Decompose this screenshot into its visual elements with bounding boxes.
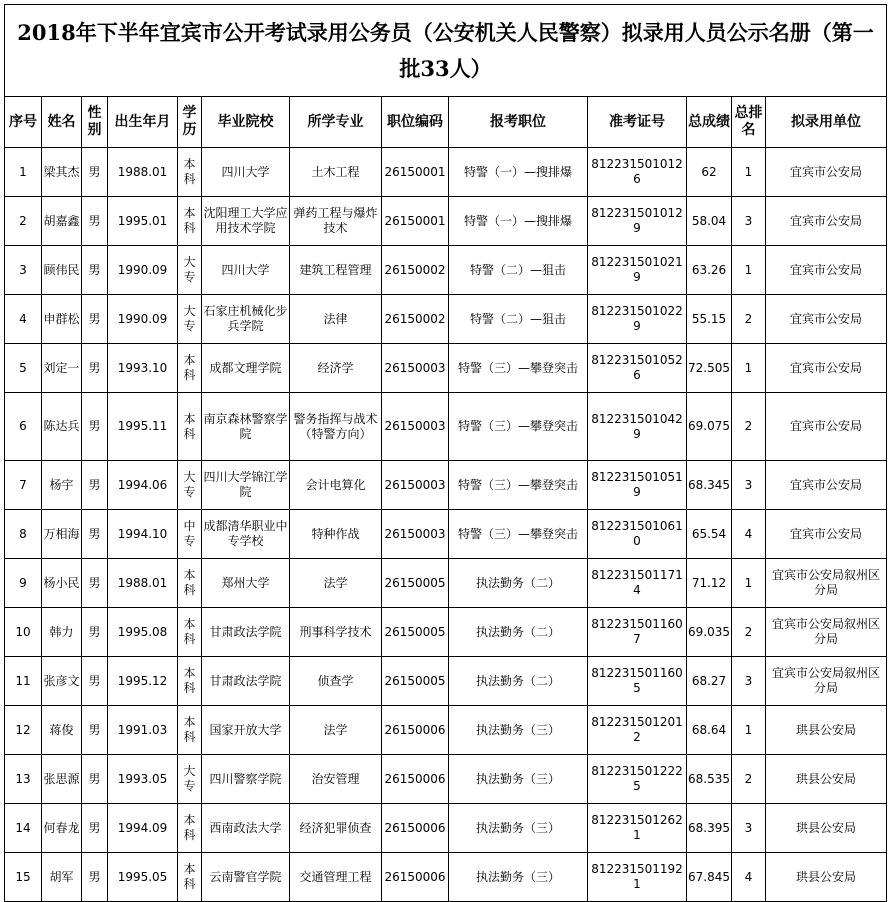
cell-position-code: 26150006 [382,853,449,902]
cell-major: 交通管理工程 [290,853,382,902]
header-cell: 职位编码 [382,97,449,148]
cell-position-code: 26150003 [382,510,449,559]
header-cell: 所学专业 [290,97,382,148]
cell-exam-id: 8122315012012 [588,706,687,755]
cell-major: 法律 [290,295,382,344]
cell-exam-id: 8122315012621 [588,804,687,853]
cell-seq: 14 [5,804,42,853]
table-row [5,755,887,804]
cell-birth: 1988.01 [108,559,178,608]
cell-school: 四川警察学院 [202,755,290,804]
cell-unit: 宜宾市公安局 [766,344,887,393]
cell-gender: 男 [82,344,108,393]
cell-unit: 宜宾市公安局叙州区分局 [766,608,887,657]
cell-education: 本科 [178,344,202,393]
header-cell: 毕业院校 [202,97,290,148]
cell-name: 杨宇 [42,461,82,510]
cell-major: 侦查学 [290,657,382,706]
cell-position: 执法勤务（二） [449,657,588,706]
cell-rank: 3 [732,657,766,706]
cell-birth: 1994.06 [108,461,178,510]
cell-position: 特警（二）—狙击 [449,295,588,344]
header-cell: 姓名 [42,97,82,148]
header-cell: 性别 [82,97,108,148]
table-row [5,295,887,344]
cell-rank: 2 [732,755,766,804]
cell-gender: 男 [82,393,108,461]
cell-rank: 1 [732,246,766,295]
cell-education: 大专 [178,246,202,295]
cell-rank: 4 [732,510,766,559]
header-cell: 总成绩 [687,97,732,148]
cell-gender: 男 [82,755,108,804]
cell-position-code: 26150002 [382,295,449,344]
cell-major: 法学 [290,559,382,608]
table-row [5,344,887,393]
table-row [5,608,887,657]
cell-education: 本科 [178,559,202,608]
cell-exam-id: 8122315010429 [588,393,687,461]
cell-seq: 10 [5,608,42,657]
cell-score: 67.845 [687,853,732,902]
cell-position-code: 26150003 [382,393,449,461]
header-cell: 学历 [178,97,202,148]
cell-exam-id: 8122315011714 [588,559,687,608]
cell-unit: 珙县公安局 [766,706,887,755]
cell-rank: 1 [732,344,766,393]
cell-position: 执法勤务（三） [449,706,588,755]
cell-position-code: 26150005 [382,657,449,706]
cell-major: 特种作战 [290,510,382,559]
cell-major: 弹药工程与爆炸技术 [290,197,382,246]
cell-education: 本科 [178,804,202,853]
cell-gender: 男 [82,295,108,344]
cell-score: 58.04 [687,197,732,246]
roster-table [4,4,887,902]
cell-exam-id: 8122315010126 [588,148,687,197]
cell-rank: 2 [732,295,766,344]
cell-school: 国家开放大学 [202,706,290,755]
cell-seq: 13 [5,755,42,804]
cell-birth: 1990.09 [108,246,178,295]
cell-position: 执法勤务（二） [449,608,588,657]
cell-exam-id: 8122315010219 [588,246,687,295]
cell-rank: 2 [732,393,766,461]
cell-education: 大专 [178,461,202,510]
cell-gender: 男 [82,559,108,608]
cell-school: 甘肃政法学院 [202,608,290,657]
cell-score: 55.15 [687,295,732,344]
cell-unit: 宜宾市公安局 [766,246,887,295]
cell-exam-id: 8122315011605 [588,657,687,706]
cell-gender: 男 [82,657,108,706]
cell-rank: 1 [732,559,766,608]
cell-major: 治安管理 [290,755,382,804]
cell-gender: 男 [82,608,108,657]
cell-birth: 1993.05 [108,755,178,804]
cell-birth: 1991.03 [108,706,178,755]
cell-score: 68.27 [687,657,732,706]
cell-score: 63.26 [687,246,732,295]
cell-name: 梁其杰 [42,148,82,197]
cell-name: 万相海 [42,510,82,559]
cell-name: 胡军 [42,853,82,902]
cell-score: 68.64 [687,706,732,755]
cell-name: 申群松 [42,295,82,344]
cell-seq: 15 [5,853,42,902]
cell-score: 62 [687,148,732,197]
cell-position-code: 26150001 [382,197,449,246]
table-row [5,657,887,706]
cell-education: 本科 [178,197,202,246]
cell-name: 胡嘉鑫 [42,197,82,246]
cell-seq: 1 [5,148,42,197]
cell-position-code: 26150005 [382,559,449,608]
cell-exam-id: 8122315011607 [588,608,687,657]
cell-gender: 男 [82,804,108,853]
cell-education: 本科 [178,706,202,755]
cell-position-code: 26150005 [382,608,449,657]
cell-exam-id: 8122315012225 [588,755,687,804]
cell-school: 四川大学锦江学院 [202,461,290,510]
cell-unit: 宜宾市公安局 [766,393,887,461]
cell-school: 西南政法大学 [202,804,290,853]
cell-seq: 5 [5,344,42,393]
cell-birth: 1995.08 [108,608,178,657]
cell-exam-id: 8122315010519 [588,461,687,510]
cell-seq: 3 [5,246,42,295]
cell-education: 本科 [178,608,202,657]
cell-score: 68.535 [687,755,732,804]
cell-name: 张思源 [42,755,82,804]
cell-name: 张彦文 [42,657,82,706]
cell-position-code: 26150003 [382,344,449,393]
cell-gender: 男 [82,197,108,246]
cell-school: 郑州大学 [202,559,290,608]
cell-birth: 1995.05 [108,853,178,902]
cell-gender: 男 [82,510,108,559]
cell-school: 石家庄机械化步兵学院 [202,295,290,344]
cell-exam-id: 8122315010610 [588,510,687,559]
table-body [5,148,887,902]
cell-rank: 2 [732,608,766,657]
cell-unit: 宜宾市公安局 [766,510,887,559]
cell-major: 经济犯罪侦查 [290,804,382,853]
cell-name: 顾伟民 [42,246,82,295]
page-title: 2018年下半年宜宾市公开考试录用公务员（公安机关人民警察）拟录用人员公示名册（第一批33人） [5,5,887,97]
cell-school: 四川大学 [202,148,290,197]
cell-unit: 宜宾市公安局 [766,197,887,246]
cell-major: 经济学 [290,344,382,393]
cell-rank: 3 [732,804,766,853]
cell-position: 特警（三）—攀登突击 [449,393,588,461]
cell-position: 特警（三）—攀登突击 [449,510,588,559]
cell-education: 本科 [178,148,202,197]
cell-seq: 4 [5,295,42,344]
cell-position: 特警（三）—攀登突击 [449,344,588,393]
table-row [5,461,887,510]
cell-position-code: 26150003 [382,461,449,510]
cell-position-code: 26150006 [382,755,449,804]
table-row [5,197,887,246]
cell-position: 执法勤务（二） [449,559,588,608]
cell-seq: 9 [5,559,42,608]
cell-score: 71.12 [687,559,732,608]
cell-position: 特警（一）—搜排爆 [449,197,588,246]
cell-name: 陈达兵 [42,393,82,461]
cell-score: 68.345 [687,461,732,510]
cell-birth: 1994.10 [108,510,178,559]
cell-major: 法学 [290,706,382,755]
cell-major: 会计电算化 [290,461,382,510]
cell-seq: 6 [5,393,42,461]
cell-birth: 1995.01 [108,197,178,246]
cell-exam-id: 8122315011921 [588,853,687,902]
cell-position: 特警（一）—搜排爆 [449,148,588,197]
cell-major: 建筑工程管理 [290,246,382,295]
cell-school: 云南警官学院 [202,853,290,902]
cell-gender: 男 [82,706,108,755]
cell-major: 刑事科学技术 [290,608,382,657]
cell-seq: 7 [5,461,42,510]
cell-school: 四川大学 [202,246,290,295]
cell-rank: 3 [732,197,766,246]
cell-gender: 男 [82,461,108,510]
cell-birth: 1993.10 [108,344,178,393]
cell-name: 蒋俊 [42,706,82,755]
cell-birth: 1988.01 [108,148,178,197]
table-row [5,804,887,853]
header-cell: 报考职位 [449,97,588,148]
header-cell: 出生年月 [108,97,178,148]
cell-exam-id: 8122315010526 [588,344,687,393]
cell-birth: 1995.12 [108,657,178,706]
cell-position: 执法勤务（三） [449,804,588,853]
table-row [5,148,887,197]
cell-unit: 宜宾市公安局 [766,461,887,510]
header-cell: 拟录用单位 [766,97,887,148]
cell-school: 沈阳理工大学应用技术学院 [202,197,290,246]
cell-unit: 宜宾市公安局 [766,148,887,197]
cell-education: 本科 [178,657,202,706]
cell-exam-id: 8122315010129 [588,197,687,246]
cell-seq: 11 [5,657,42,706]
cell-name: 刘定一 [42,344,82,393]
cell-school: 南京森林警察学院 [202,393,290,461]
cell-school: 成都文理学院 [202,344,290,393]
cell-rank: 3 [732,461,766,510]
cell-position-code: 26150006 [382,706,449,755]
table-row [5,510,887,559]
cell-birth: 1994.09 [108,804,178,853]
cell-position: 执法勤务（三） [449,755,588,804]
header-cell: 序号 [5,97,42,148]
table-row [5,393,887,461]
cell-position: 特警（二）—狙击 [449,246,588,295]
cell-score: 65.54 [687,510,732,559]
cell-exam-id: 8122315010229 [588,295,687,344]
cell-education: 大专 [178,755,202,804]
cell-seq: 8 [5,510,42,559]
header-row [5,97,887,148]
cell-education: 本科 [178,393,202,461]
cell-position-code: 26150006 [382,804,449,853]
cell-position: 执法勤务（三） [449,853,588,902]
cell-school: 甘肃政法学院 [202,657,290,706]
cell-birth: 1995.11 [108,393,178,461]
cell-seq: 12 [5,706,42,755]
cell-rank: 4 [732,853,766,902]
table-row [5,853,887,902]
table-row [5,246,887,295]
cell-education: 本科 [178,853,202,902]
cell-gender: 男 [82,148,108,197]
cell-gender: 男 [82,246,108,295]
cell-unit: 珙县公安局 [766,804,887,853]
cell-name: 杨小民 [42,559,82,608]
cell-school: 成都清华职业中专学校 [202,510,290,559]
header-cell: 准考证号 [588,97,687,148]
cell-unit: 宜宾市公安局叙州区分局 [766,559,887,608]
cell-name: 何春龙 [42,804,82,853]
cell-unit: 珙县公安局 [766,755,887,804]
cell-major: 警务指挥与战术（特警方向） [290,393,382,461]
table-row [5,559,887,608]
cell-position-code: 26150002 [382,246,449,295]
cell-score: 72.505 [687,344,732,393]
cell-score: 69.035 [687,608,732,657]
cell-gender: 男 [82,853,108,902]
cell-position: 特警（三）—攀登突击 [449,461,588,510]
table-row [5,706,887,755]
cell-unit: 珙县公安局 [766,853,887,902]
cell-name: 韩力 [42,608,82,657]
cell-seq: 2 [5,197,42,246]
cell-education: 中专 [178,510,202,559]
cell-score: 69.075 [687,393,732,461]
cell-major: 土木工程 [290,148,382,197]
header-cell: 总排名 [732,97,766,148]
cell-rank: 1 [732,148,766,197]
cell-position-code: 26150001 [382,148,449,197]
cell-birth: 1990.09 [108,295,178,344]
cell-unit: 宜宾市公安局叙州区分局 [766,657,887,706]
cell-rank: 1 [732,706,766,755]
cell-unit: 宜宾市公安局 [766,295,887,344]
cell-score: 68.395 [687,804,732,853]
cell-education: 大专 [178,295,202,344]
